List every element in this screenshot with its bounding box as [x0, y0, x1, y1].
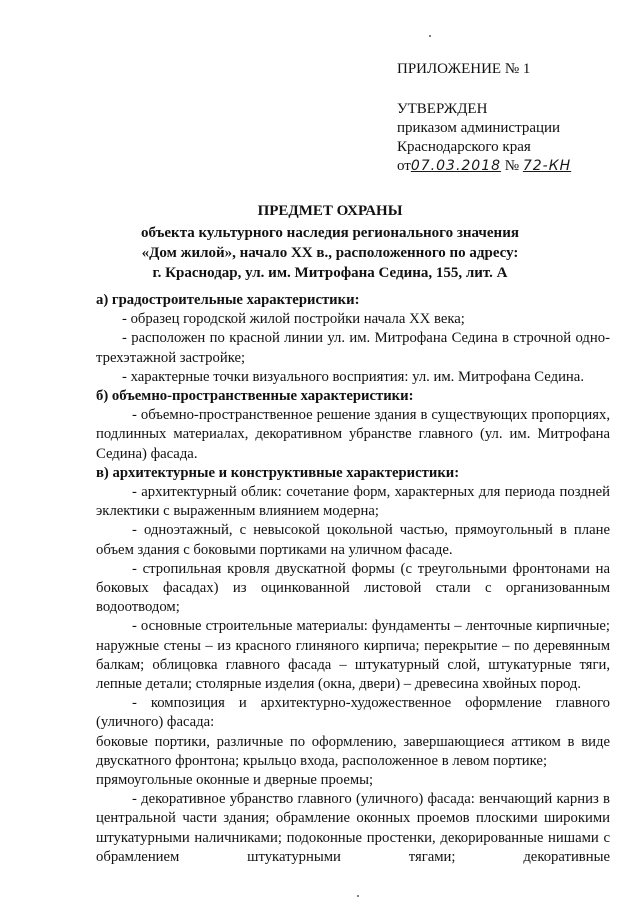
document-title: ПРЕДМЕТ ОХРАНЫ — [257, 203, 403, 219]
document-heading — [120, 201, 540, 283]
number-prefix: № — [504, 158, 520, 174]
order-line-1: приказом администрации — [397, 120, 561, 136]
approved-label: УТВЕРЖДЕН — [397, 101, 488, 117]
scan-speck — [429, 35, 431, 37]
section-c-item: - одноэтажный, с невысокой цокольной частью, прямоугольный в плане объем здания с боковыми портиками на уличном фасаде. — [96, 522, 610, 558]
scan-speck — [357, 895, 359, 897]
section-a-item: - характерные точки визуального восприятия: ул. им. Митрофана Седина. — [122, 368, 584, 385]
handwritten-date: 07.03.2018 — [410, 158, 502, 174]
section-b-title: б) объемно-пространственные характеристики: — [96, 388, 414, 405]
section-b-item: - объемно-пространственное решение здания в существующих пропорциях, подлинных материалах, декоративном убранстве главного (ул. им. Митрофана Седина) фасада. — [96, 407, 610, 462]
section-c-item: прямоугольные оконные и дверные проемы; — [96, 772, 374, 789]
section-a-item: - расположен по красной линии ул. им. Митрофана Седина в строчной одно-трехэтажной застройке; — [96, 330, 610, 366]
section-c-item: - декоративное убранство главного (уличного) фасада: венчающий карниз в центральной части здания; обрамление оконных проемов плоскими широкими штукатурными наличниками; подоконные простенки, декорированные нишами с обрамлением штукатурными тягами; декоративные — [96, 791, 610, 865]
handwritten-number: 72-КН — [522, 158, 572, 174]
approval-block — [397, 60, 627, 176]
heading-line-3: г. Краснодар, ул. им. Митрофана Седина, 155, лит. А — [152, 265, 508, 281]
heading-line-1: объекта культурного наследия регионального значения — [141, 225, 519, 241]
order-line-2: Краснодарского края — [397, 139, 531, 155]
section-c-item: - композиция и архитектурно-художественное оформление главного (уличного) фасада: — [96, 695, 610, 731]
order-date-number — [397, 157, 627, 176]
section-a-item: - образец городской жилой постройки начала XX века; — [122, 311, 465, 328]
heading-line-2: «Дом жилой», начало XX в., расположенного по адресу: — [141, 245, 519, 261]
section-c-item: - стропильная кровля двускатной формы (с треугольными фронтонами на боковых фасадах) из оцинкованной листовой стали с организованным водоотводом; — [96, 560, 610, 616]
section-c-title: в) архитектурные и конструктивные характеристики: — [96, 464, 460, 481]
section-c-item: - архитектурный облик: сочетание форм, характерных для периода поздней эклектики с выраженным влиянием модерна; — [96, 484, 610, 520]
date-prefix: от — [397, 158, 411, 174]
section-c-item: боковые портики, различные по оформлению, завершающиеся аттиком в виде двускатного фронтона; крыльцо входа, расположенное в левом портике; — [96, 733, 610, 769]
document-body — [96, 291, 610, 867]
appendix-label: ПРИЛОЖЕНИЕ № 1 — [397, 61, 531, 77]
section-c-item: - основные строительные материалы: фундаменты – ленточные кирпичные; наружные стены – из красного глиняного кирпича; перекрытие – по деревянным балкам; облицовка главного фасада – штукатурный слой, штукатурные тяги, лепные детали; столярные изделия (окна, двери) – древесина хвойных пород. — [96, 618, 610, 693]
section-a-title: а) градостроительные характеристики: — [96, 292, 360, 308]
